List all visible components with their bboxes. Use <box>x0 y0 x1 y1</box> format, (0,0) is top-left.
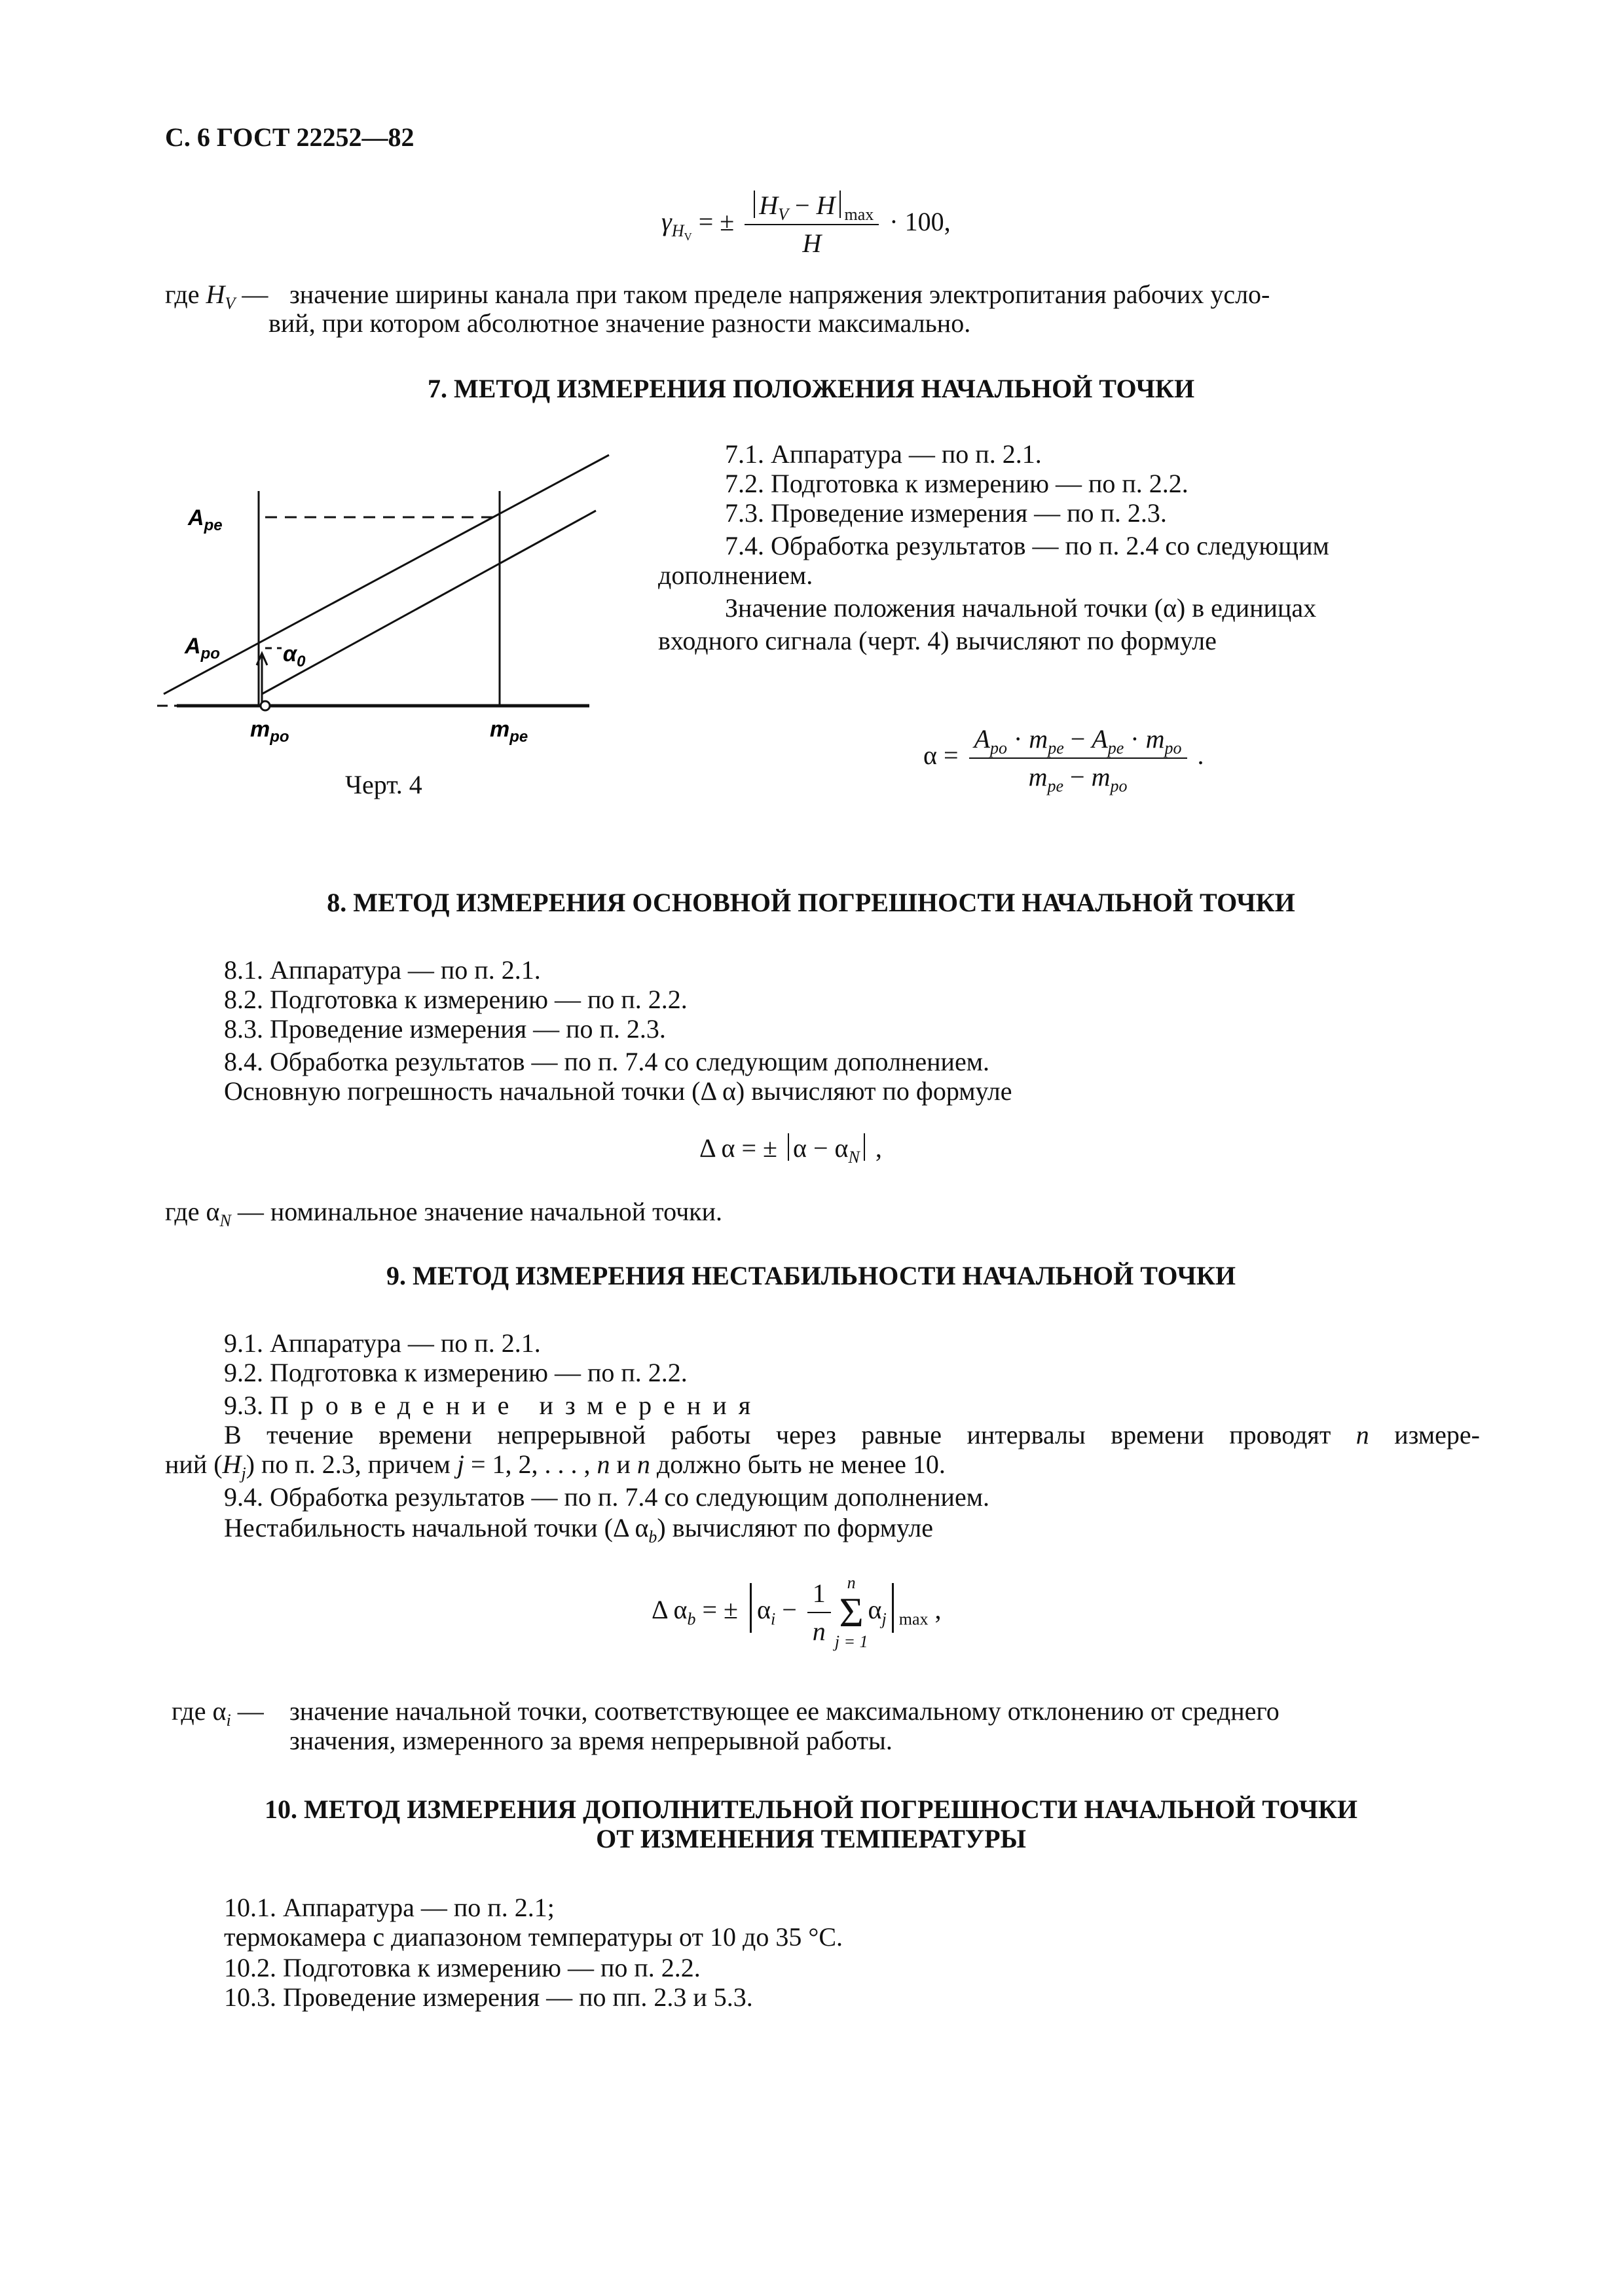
s7-paragraph-line1: Значение положения начальной точки (α) в единицах <box>725 593 1317 623</box>
label-alpha0: $\alpha_0$ <box>283 642 306 670</box>
s10-item-1: 10.1. Аппаратура — по п. 2.1; <box>224 1893 555 1922</box>
s8-paragraph: Основную погрешность начальной точки (Δ α) вычисляют по формуле <box>224 1076 1012 1106</box>
s10-item-1-cont: термокамера с диапазоном температуры от 10 до 35 °С. <box>224 1922 843 1952</box>
summation: n Σ j = 1 <box>834 1573 868 1651</box>
s9-where-line2: значения, измеренного за время непрерывной работы. <box>289 1726 893 1755</box>
fraction: $\frac{H_V - H _{max}}{H}$ <box>745 190 879 259</box>
s9-where: где $\alpha_i$ — <box>172 1696 264 1730</box>
formula-delta-alpha: Δ α = ± $\alpha - \alpha_N$ , <box>699 1133 882 1167</box>
section-9-title: 9. МЕТОД ИЗМЕРЕНИЯ НЕСТАБИЛЬНОСТИ НАЧАЛЬНОЙ ТОЧКИ <box>386 1261 1236 1290</box>
s9-paragraph-2: Нестабильность начальной точки (Δ $\alpha_b$) вычисляют по формуле <box>224 1513 933 1547</box>
s7-item-1: 7.1. Аппаратура — по п. 2.1. <box>725 439 1042 469</box>
s8-item-4: 8.4. Обработка результатов — по п. 7.4 со следующим дополнением. <box>224 1047 990 1076</box>
s9-item-1: 9.1. Аппаратура — по п. 2.1. <box>224 1328 541 1358</box>
s9-paragraph-line1: В течение времени непрерывной работы через равные интервалы времени проводят n измере- <box>224 1420 1480 1449</box>
s7-item-3: 7.3. Проведение измерения — по п. 2.3. <box>725 498 1167 528</box>
s7-paragraph-line2: входного сигнала (черт. 4) вычисляют по формуле <box>658 626 1217 655</box>
s7-item-2: 7.2. Подготовка к измерению — по п. 2.2. <box>725 469 1189 498</box>
label-ape: $A_{pe}$ <box>188 505 223 534</box>
upper-line <box>164 455 609 694</box>
formula-gamma: $\gamma_{H_V}$ = ± $\frac{H_V - H _{max}}{H}$ · 100, <box>661 191 951 258</box>
s10-item-3: 10.3. Проведение измерения — по пп. 2.3 и 5.3. <box>224 1982 753 2012</box>
formula-alpha: α = $\frac{A_{po} \cdot m_{pe} - A_{pe} \cdot m_{po}}{m_{pe} - m_{po}}$ . <box>923 724 1204 796</box>
section-10-title-line2: ОТ ИЗМЕНЕНИЯ ТЕМПЕРАТУРЫ <box>596 1824 1026 1853</box>
s8-where: где $\alpha_N$ — номинальное значение начальной точки. <box>165 1197 723 1231</box>
formula-delta-alpha-b: Δ $\alpha_b$ = ± $\alpha_i$ − $\frac{1}{n}$ n Σ j = 1 $\alpha_j$ $_{max}$ , <box>652 1573 942 1651</box>
s9-item-4: 9.4. Обработка результатов — по п. 7.4 со следующим дополнением. <box>224 1482 990 1512</box>
page-header: С. 6 ГОСТ 22252—82 <box>165 122 415 152</box>
section-7-title: 7. МЕТОД ИЗМЕРЕНИЯ ПОЛОЖЕНИЯ НАЧАЛЬНОЙ ТОЧКИ <box>427 374 1195 403</box>
s7-item-4-cont: дополнением. <box>658 560 813 590</box>
where-hv-line1: значение ширины канала при таком пределе напряжения электропитания рабочих усло- <box>289 280 1270 309</box>
figure-4-caption: Черт. 4 <box>345 770 422 799</box>
label-mpo: $m_{po}$ <box>250 717 289 746</box>
s10-item-2: 10.2. Подготовка к измерению — по п. 2.2. <box>224 1953 701 1982</box>
label-apo: $A_{po}$ <box>185 634 220 663</box>
s9-where-line1: значение начальной точки, соответствующее ее максимальному отклонению от среднего <box>289 1696 1280 1726</box>
label-mpe: $m_{pe}$ <box>490 717 528 746</box>
where-hv: где $H_V$ — <box>165 280 268 314</box>
section-10-title-line1: 10. МЕТОД ИЗМЕРЕНИЯ ДОПОЛНИТЕЛЬНОЙ ПОГРЕШНОСТИ НАЧАЛЬНОЙ ТОЧКИ <box>264 1795 1358 1824</box>
s8-item-2: 8.2. Подготовка к измерению — по п. 2.2. <box>224 985 688 1014</box>
lower-line <box>262 511 596 694</box>
s8-item-3: 8.3. Проведение измерения — по п. 2.3. <box>224 1014 666 1044</box>
origin-point <box>261 701 270 710</box>
s9-item-2: 9.2. Подготовка к измерению — по п. 2.2. <box>224 1358 688 1387</box>
figure-4-diagram <box>151 445 622 759</box>
section-8-title: 8. МЕТОД ИЗМЕРЕНИЯ ОСНОВНОЙ ПОГРЕШНОСТИ НАЧАЛЬНОЙ ТОЧКИ <box>327 888 1295 917</box>
where-hv-line2: вий, при котором абсолютное значение разности максимально. <box>268 308 971 338</box>
s9-item-3: 9.3. Проведение измерения <box>224 1391 763 1420</box>
s8-item-1: 8.1. Аппаратура — по п. 2.1. <box>224 955 541 985</box>
s7-item-4: 7.4. Обработка результатов — по п. 2.4 со следующим <box>725 531 1329 560</box>
s9-paragraph-line2: ний $(H_j)$ по п. 2.3, причем j = 1, 2, . . . , n и n должно быть не менее 10. <box>165 1449 946 1484</box>
